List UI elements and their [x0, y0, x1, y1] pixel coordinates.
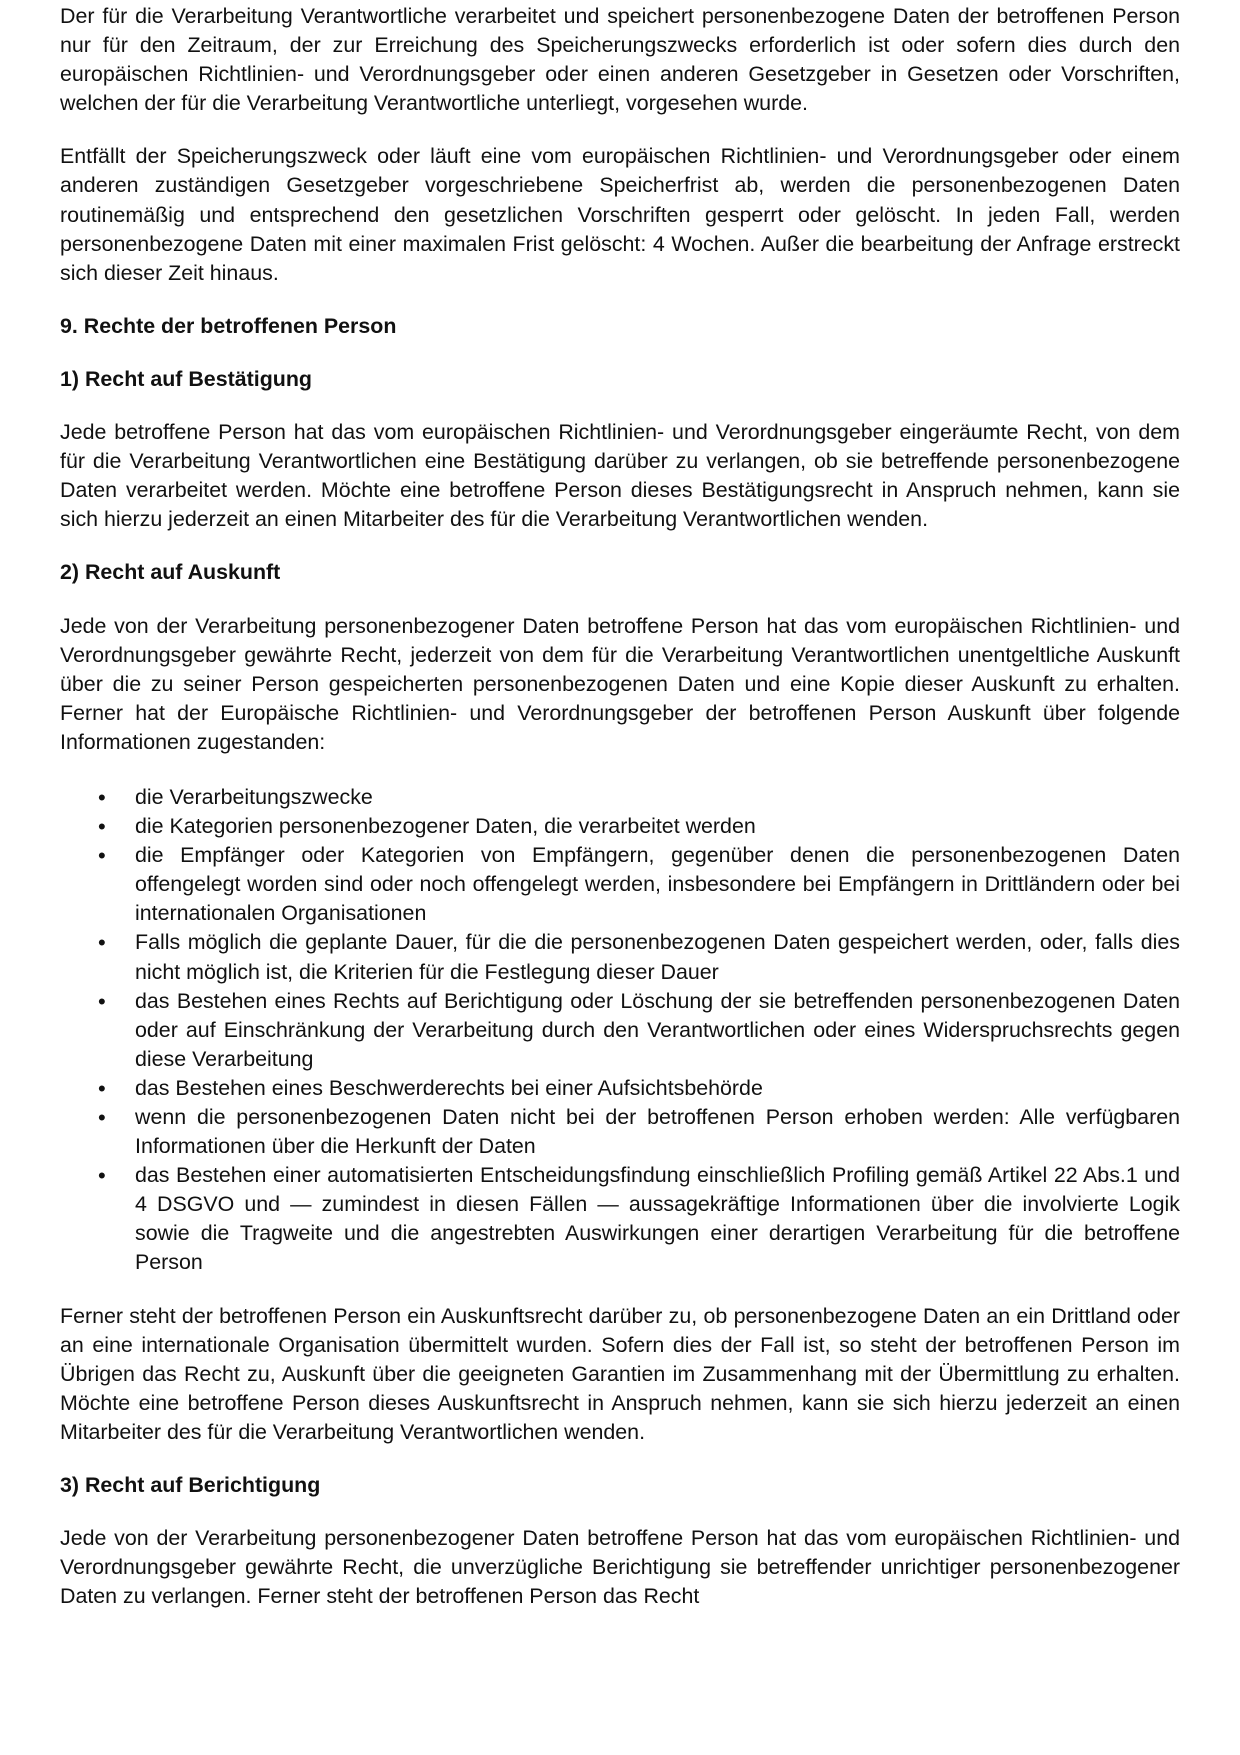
paragraph-storage-duration: Der für die Verarbeitung Verantwortliche verarbeitet und speichert personenbezogene Daten der betroffenen Person nur für den Zeitraum, der zur Erreichung des Speicherungszwecks erforderlich ist oder sofern dies durch den europäischen Richtlinien- und Verordnungsgeber oder einen anderen Gesetzgeber in Gesetzen oder Vorschriften, welchen der für die Verarbeitung Verantwortliche unterliegt, vorgesehen wurde.	[60, 4, 1180, 116]
list-item: • das Bestehen eines Beschwerderechts bei einer Aufsichtsbehörde	[135, 1074, 1180, 1103]
subheading-confirmation: 1) Recht auf Bestätigung	[60, 366, 312, 391]
list-item: • die Kategorien personenbezogener Daten, die verarbeitet werden	[135, 812, 1180, 841]
paragraph-third-country: Ferner steht der betroffenen Person ein Auskunftsrecht darüber zu, ob personenbezogene Daten an ein Drittland oder an eine internationale Organisation übermittelt wurden. Sofern dies der Fall ist, so steht der betroffenen Person im Übrigen das Recht zu, Auskunft über die geeigneten Garantien im Zusammenhang mit der Übermittlung zu erhalten. Möchte eine betroffene Person dieses Auskunftsrecht in Anspruch nehmen, kann sie sich hierzu jederzeit an einen Mitarbeiter des für die Verarbeitung Verantwortlichen wenden.	[60, 1303, 1180, 1444]
paragraph-storage-deletion: Entfällt der Speicherungszweck oder läuft eine vom europäischen Richtlinien- und Verordnungsgeber oder einem anderen zuständigen Gesetzgeber vorgeschriebene Speicherfrist ab, werden die personenbezogenen Daten routinemäßig und entsprechend den gesetzlichen Vorschriften gesperrt oder gelöscht. In jeden Fall, werden personenbezogene Daten mit einer maximalen Frist gelöscht: 4 Wochen. Außer die bearbeitung der Anfrage erstreckt sich dieser Zeit hinaus.	[60, 144, 1180, 285]
paragraph-confirmation-right: Jede betroffene Person hat das vom europäischen Richtlinien- und Verordnungsgeber eingeräumte Recht, von dem für die Verarbeitung Verantwortlichen eine Bestätigung darüber zu verlangen, ob sie betreffende personenbezogene Daten verarbeitet werden. Möchte eine betroffene Person dieses Bestätigungsrecht in Anspruch nehmen, kann sie sich hierzu jederzeit an einen Mitarbeiter des für die Verarbeitung Verantwortlichen wenden.	[60, 420, 1180, 532]
section-heading-rights: 9. Rechte der betroffenen Person	[60, 313, 397, 338]
information-list	[60, 783, 1180, 1278]
subheading-rectification: 3) Recht auf Berichtigung	[60, 1473, 321, 1498]
paragraph-rectification-right: Jede von der Verarbeitung personenbezogener Daten betroffene Person hat das vom europäischen Richtlinien- und Verordnungsgeber gewährte Recht, die unverzügliche Berichtigung sie betreffender unrichtiger personenbezogener Daten zu verlangen. Ferner steht der betroffenen Person das Recht	[60, 1526, 1180, 1609]
list-item: • die Empfänger oder Kategorien von Empfängern, gegenüber denen die personenbezogenen Daten offengelegt worden sind oder noch offengelegt werden, insbesondere bei Empfängern in Drittländern oder bei internationalen Organisationen	[135, 841, 1180, 928]
paragraph-information-right: Jede von der Verarbeitung personenbezogener Daten betroffene Person hat das vom europäischen Richtlinien- und Verordnungsgeber gewährte Recht, jederzeit von dem für die Verarbeitung Verantwortlichen unentgeltliche Auskunft über die zu seiner Person gespeicherten personenbezogenen Daten und eine Kopie dieser Auskunft zu erhalten. Ferner hat der Europäische Richtlinien- und Verordnungsgeber der betroffenen Person Auskunft über folgende Informationen zugestanden:	[60, 613, 1180, 754]
list-item: • wenn die personenbezogenen Daten nicht bei der betroffenen Person erhoben werden: Alle verfügbaren Informationen über die Herkunft der Daten	[135, 1103, 1180, 1161]
document-page	[60, 2, 1180, 1611]
list-item: • Falls möglich die geplante Dauer, für die die personenbezogenen Daten gespeichert werden, oder, falls dies nicht möglich ist, die Kriterien für die Festlegung dieser Dauer	[135, 928, 1180, 986]
list-item: • das Bestehen eines Rechts auf Berichtigung oder Löschung der sie betreffenden personenbezogenen Daten oder auf Einschränkung der Verarbeitung durch den Verantwortlichen oder eines Widerspruchsrechts gegen diese Verarbeitung	[135, 987, 1180, 1074]
list-item: • das Bestehen einer automatisierten Entscheidungsfindung einschließlich Profiling gemäß Artikel 22 Abs.1 und 4 DSGVO und — zumindest in diesen Fällen — aussagekräftige Informationen über die involvierte Logik sowie die Tragweite und die angestrebten Auswirkungen einer derartigen Verarbeitung für die betroffene Person	[135, 1161, 1180, 1277]
subheading-information: 2) Recht auf Auskunft	[60, 560, 281, 585]
list-item: • die Verarbeitungszwecke	[135, 783, 1180, 812]
